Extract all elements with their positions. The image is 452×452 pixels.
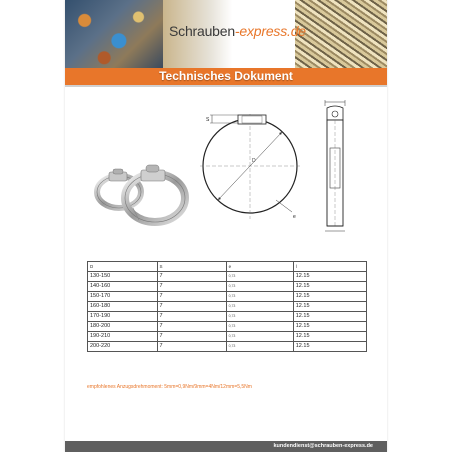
table-cell: 12.15 xyxy=(293,332,366,342)
table-cell: 0,73 xyxy=(226,292,293,302)
table-cell: 12.15 xyxy=(293,272,366,282)
dim-label-e: e xyxy=(293,214,296,220)
table-cell: 12.15 xyxy=(293,342,366,352)
table-cell: 0,73 xyxy=(226,312,293,322)
table-cell: 0,73 xyxy=(226,272,293,282)
support-email-link[interactable]: kundendienst@schrauben-express.de xyxy=(273,443,373,449)
hose-clamp-photo xyxy=(93,150,193,230)
table-cell: 130-150 xyxy=(88,272,158,282)
table-row xyxy=(88,342,367,352)
table-cell: 140-160 xyxy=(88,282,158,292)
table-cell: 7 xyxy=(157,272,226,282)
dim-label-s: S xyxy=(206,117,210,123)
table-row xyxy=(88,272,367,282)
table-header-row xyxy=(88,262,367,272)
table-header-cell: l xyxy=(293,262,366,272)
brand-logo[interactable] xyxy=(169,23,306,39)
table-cell: 7 xyxy=(157,282,226,292)
header-banner xyxy=(65,0,387,68)
table-header-cell: S xyxy=(157,262,226,272)
table-cell: 12.15 xyxy=(293,312,366,322)
table-cell: 7 xyxy=(157,332,226,342)
table-cell: 7 xyxy=(157,342,226,352)
tools-photo xyxy=(65,0,163,68)
table-cell: 0,73 xyxy=(226,282,293,292)
table-cell: 7 xyxy=(157,292,226,302)
table-cell: 12.15 xyxy=(293,322,366,332)
table-cell: 200-220 xyxy=(88,342,158,352)
table-row xyxy=(88,282,367,292)
table-cell: 0,73 xyxy=(226,342,293,352)
table-row xyxy=(88,322,367,332)
table-cell: 160-180 xyxy=(88,302,158,312)
technical-drawing-front xyxy=(200,104,310,234)
table-row xyxy=(88,312,367,322)
table-cell: 170-190 xyxy=(88,312,158,322)
technical-drawing-side xyxy=(315,100,355,235)
brand-accent: -express.de xyxy=(234,23,306,39)
dim-label-d: D xyxy=(252,158,256,164)
table-cell: 12.15 xyxy=(293,292,366,302)
table-cell: 0,73 xyxy=(226,332,293,342)
table-cell: 12.15 xyxy=(293,302,366,312)
table-row xyxy=(88,292,367,302)
torque-note: empfohlenes Anzugsdrehmoment: 5mm=0,9Nm/9mm=4Nm/12mm=5,5Nm xyxy=(87,384,252,390)
table-header-cell: e xyxy=(226,262,293,272)
document-title: Technisches Dokument xyxy=(65,68,387,85)
table-cell: 190-210 xyxy=(88,332,158,342)
table-cell: 12.15 xyxy=(293,282,366,292)
table-cell: 7 xyxy=(157,312,226,322)
document-page xyxy=(65,0,387,452)
divider xyxy=(65,85,387,87)
table-row xyxy=(88,302,367,312)
table-cell: 7 xyxy=(157,302,226,312)
screws-photo xyxy=(295,0,387,68)
table-header-cell: D xyxy=(88,262,158,272)
specification-table xyxy=(87,261,367,352)
table-row xyxy=(88,332,367,342)
footer-bar xyxy=(65,441,387,452)
table-cell: 7 xyxy=(157,322,226,332)
table-cell: 0,73 xyxy=(226,302,293,312)
table-cell: 0,73 xyxy=(226,322,293,332)
table-cell: 180-200 xyxy=(88,322,158,332)
brand-main: Schrauben xyxy=(169,23,235,39)
table-cell: 150-170 xyxy=(88,292,158,302)
